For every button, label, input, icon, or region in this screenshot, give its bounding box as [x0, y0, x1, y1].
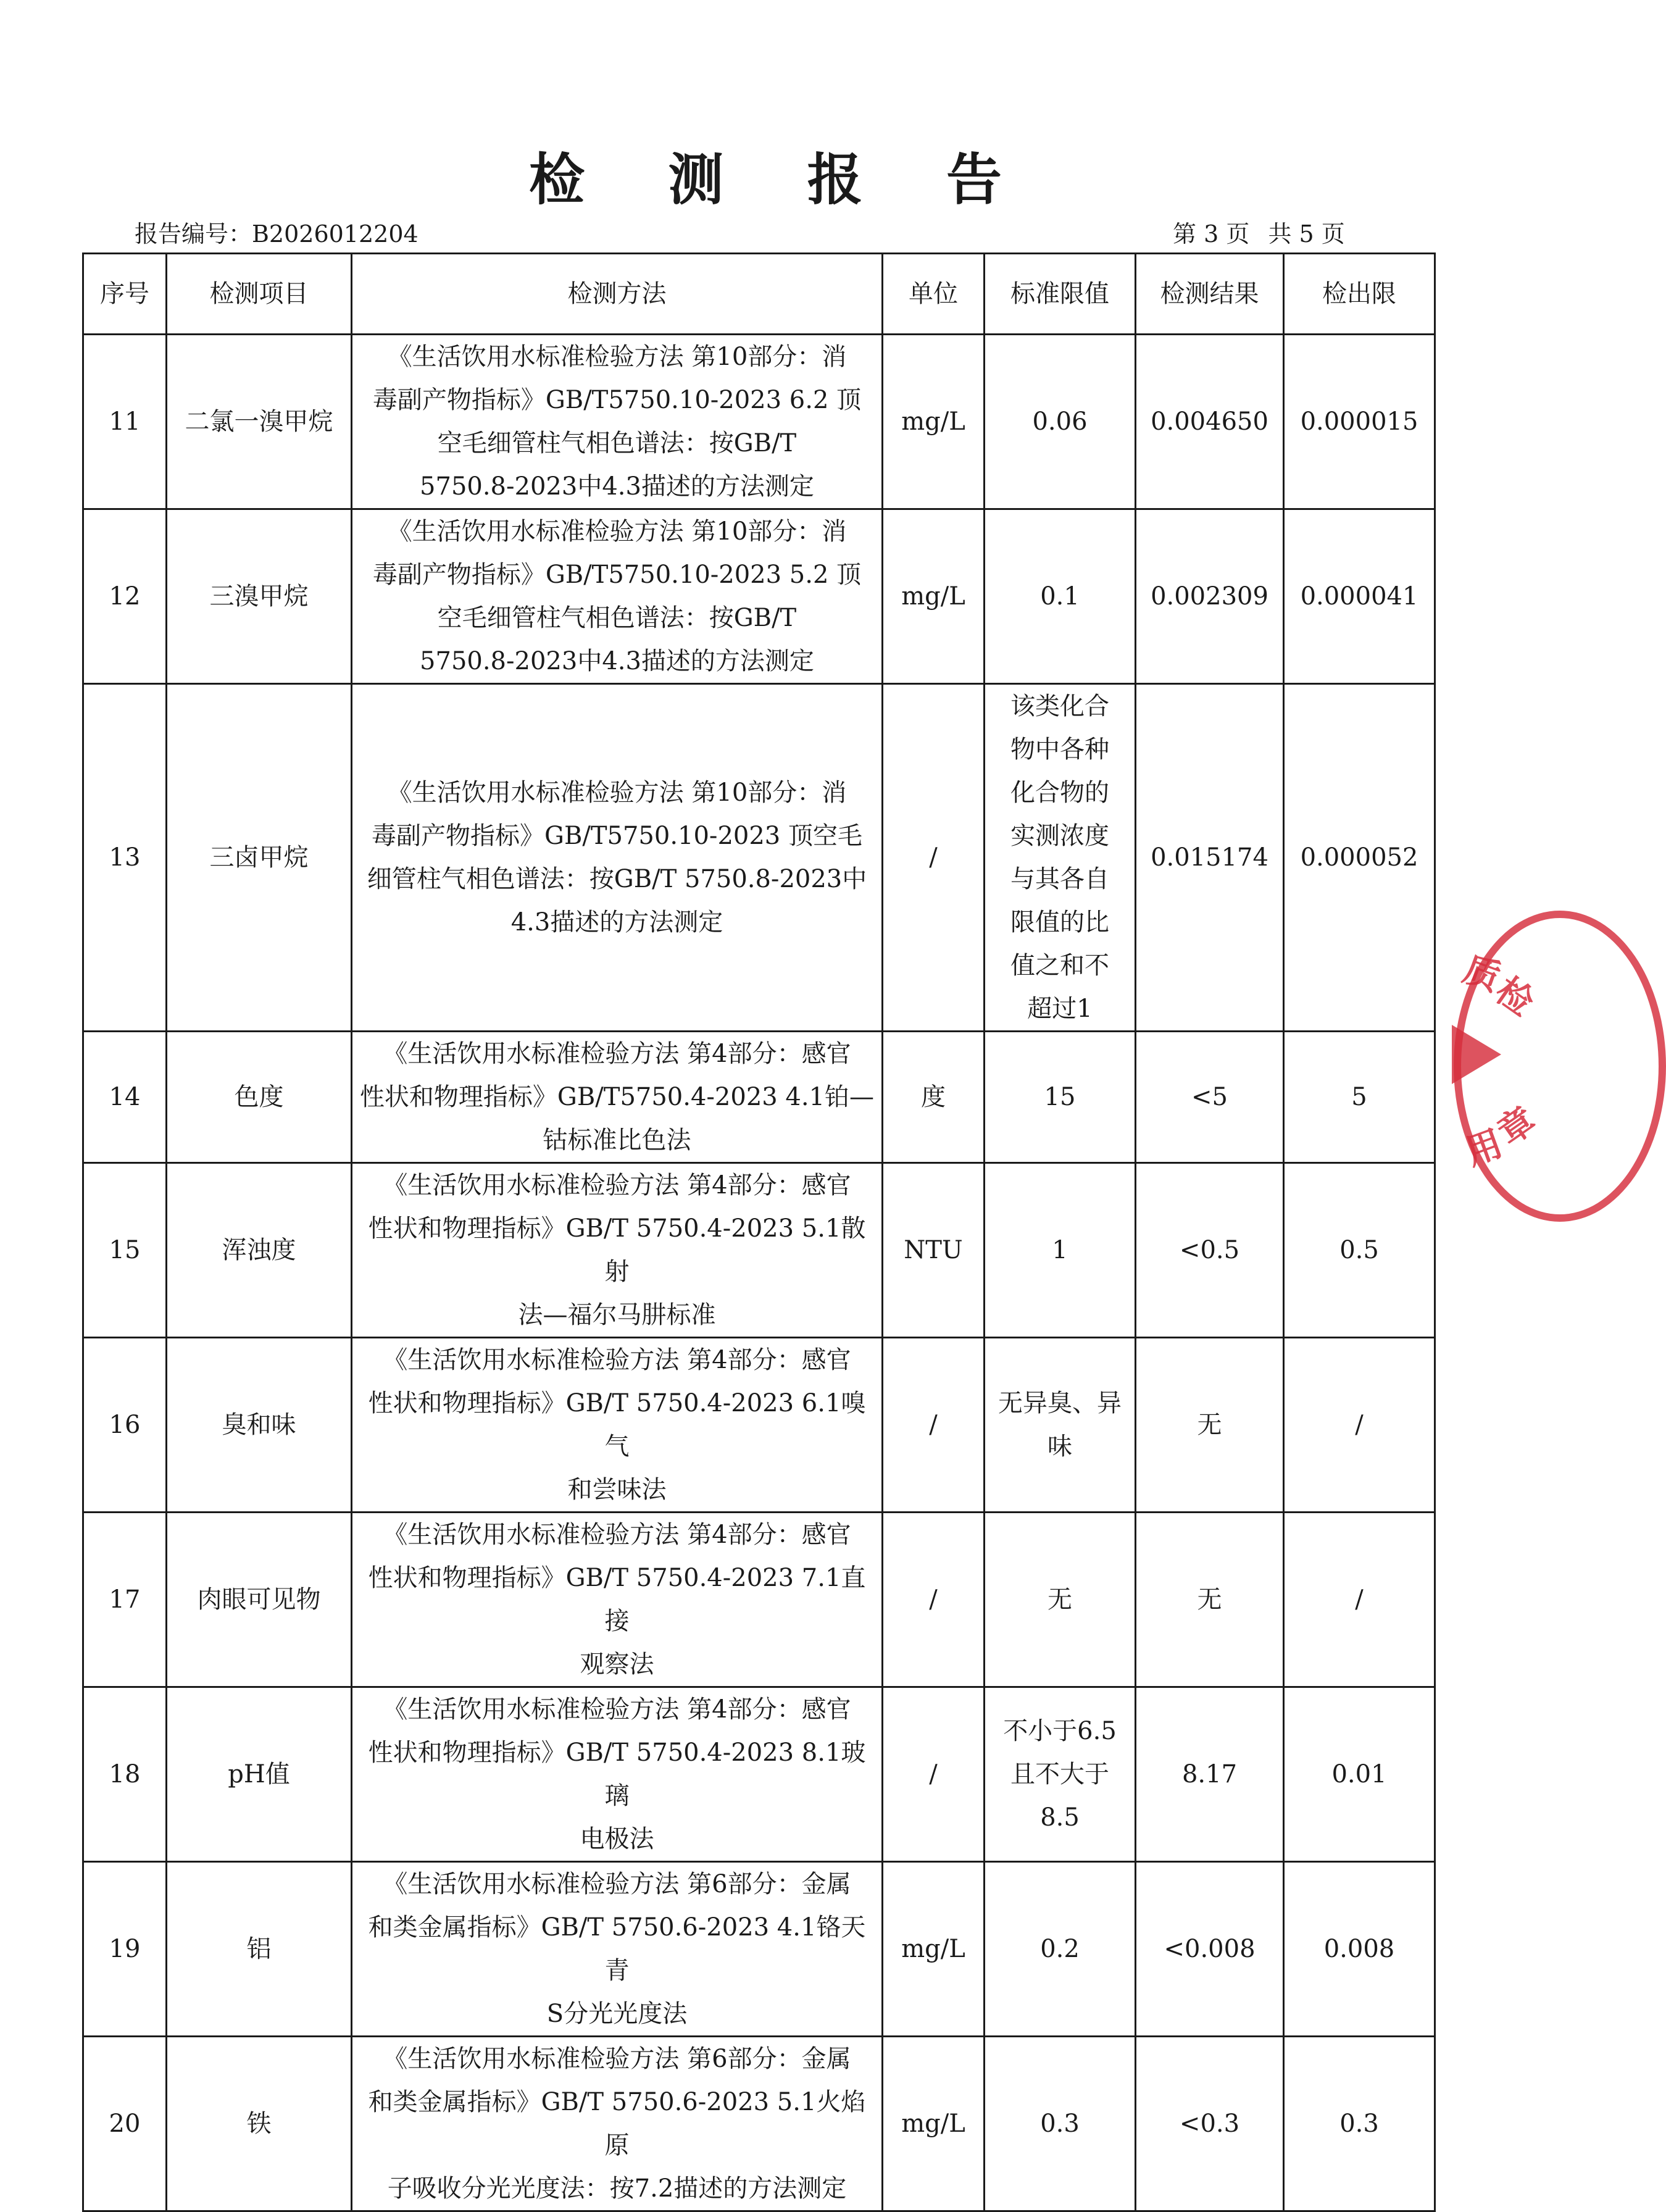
limit-line: 0.1 — [1040, 582, 1080, 611]
method-line: 性状和物理指标》GB/T 5750.4-2023 8.1玻璃 — [368, 1738, 866, 1810]
cell-no: 16 — [83, 1338, 167, 1513]
method-line: 性状和物理指标》GB/T 5750.4-2023 7.1直接 — [368, 1564, 866, 1635]
header-limit: 标准限值 — [985, 254, 1136, 335]
page-indicator — [1173, 215, 1356, 249]
cell-item: 铝 — [167, 1862, 352, 2037]
cell-method — [352, 1032, 883, 1163]
limit-line: 且不大于 — [1010, 1760, 1109, 1788]
limit-line: 8.5 — [1040, 1803, 1080, 1832]
method-line: 性状和物理指标》GB/T5750.4-2023 4.1铂— — [359, 1083, 875, 1111]
limit-line: 味 — [1047, 1432, 1072, 1461]
method-line: 毒副产物指标》GB/T5750.10-2023 6.2 顶 — [372, 386, 862, 414]
cell-no: 18 — [83, 1687, 167, 1862]
cell-limit — [985, 1338, 1136, 1513]
cell-detection-limit: 0.008 — [1284, 1862, 1435, 2037]
method-line: 性状和物理指标》GB/T 5750.4-2023 5.1散射 — [368, 1214, 866, 1286]
method-line: 《生活饮用水标准检验方法 第10部分：消 — [387, 778, 847, 807]
cell-method — [352, 2037, 883, 2211]
report-number: 报告编号：B2026012204 — [135, 220, 419, 248]
method-line: 《生活饮用水标准检验方法 第6部分：金属 — [383, 1870, 851, 1898]
table-row — [83, 1338, 1435, 1513]
table-row — [83, 1687, 1435, 1862]
method-line: 电极法 — [580, 1825, 654, 1853]
stamp-char: 检 — [1488, 969, 1542, 1024]
cell-result: 0.015174 — [1136, 684, 1284, 1032]
method-line: 空毛细管柱气相色谱法：按GB/T — [437, 604, 797, 632]
cell-method — [352, 1862, 883, 2037]
header-no: 序号 — [83, 254, 167, 335]
cell-unit: 度 — [883, 1032, 985, 1163]
method-line: 空毛细管柱气相色谱法：按GB/T — [437, 429, 797, 457]
cell-result: <0.008 — [1136, 1862, 1284, 2037]
limit-line: 物中各种 — [1010, 735, 1109, 764]
method-line: 4.3描述的方法测定 — [510, 908, 723, 937]
method-line: 毒副产物指标》GB/T5750.10-2023 顶空毛 — [372, 822, 862, 850]
limit-line: 实测浓度 — [1010, 822, 1109, 850]
results-table — [82, 253, 1436, 2212]
method-line: 《生活饮用水标准检验方法 第4部分：感官 — [383, 1171, 851, 1200]
cell-unit: / — [883, 1687, 985, 1862]
cell-result: <0.3 — [1136, 2037, 1284, 2211]
method-line: 《生活饮用水标准检验方法 第4部分：感官 — [383, 1346, 851, 1374]
cell-unit: / — [883, 684, 985, 1032]
cell-item: 三卤甲烷 — [167, 684, 352, 1032]
cell-result: <0.5 — [1136, 1163, 1284, 1338]
cell-method — [352, 1687, 883, 1862]
cell-limit — [985, 509, 1136, 684]
cell-result: 无 — [1136, 1513, 1284, 1687]
cell-detection-limit: / — [1284, 1338, 1435, 1513]
cell-result: <5 — [1136, 1032, 1284, 1163]
header-unit: 单位 — [883, 254, 985, 335]
cell-unit: / — [883, 1513, 985, 1687]
method-line: 细管柱气相色谱法：按GB/T 5750.8-2023中 — [367, 865, 867, 893]
table-row — [83, 1163, 1435, 1338]
cell-detection-limit: / — [1284, 1513, 1435, 1687]
cell-item: 铁 — [167, 2037, 352, 2211]
stamp-char: 用 — [1460, 1122, 1508, 1174]
cell-detection-limit: 0.5 — [1284, 1163, 1435, 1338]
limit-line: 无异臭、异 — [998, 1389, 1122, 1417]
limit-line: 超过1 — [1027, 995, 1093, 1023]
cell-method — [352, 1513, 883, 1687]
cell-limit — [985, 1513, 1136, 1687]
cell-detection-limit: 0.000015 — [1284, 335, 1435, 509]
method-line: 性状和物理指标》GB/T 5750.4-2023 6.1嗅气 — [368, 1389, 866, 1461]
cell-no: 15 — [83, 1163, 167, 1338]
cell-no: 11 — [83, 335, 167, 509]
header-method: 检测方法 — [352, 254, 883, 335]
cell-item: 臭和味 — [167, 1338, 352, 1513]
table-row — [83, 1032, 1435, 1163]
cell-detection-limit: 0.3 — [1284, 2037, 1435, 2211]
method-line: 《生活饮用水标准检验方法 第10部分：消 — [387, 343, 847, 371]
table-row — [83, 509, 1435, 684]
limit-line: 0.3 — [1040, 2110, 1080, 2138]
cell-limit — [985, 335, 1136, 509]
method-line: 《生活饮用水标准检验方法 第4部分：感官 — [383, 1695, 851, 1724]
table-row — [83, 1513, 1435, 1687]
limit-line: 与其各自 — [1010, 865, 1109, 893]
limit-line: 值之和不 — [1010, 951, 1109, 980]
method-line: 《生活饮用水标准检验方法 第4部分：感官 — [383, 1040, 851, 1068]
cell-item: 浑浊度 — [167, 1163, 352, 1338]
cell-limit — [985, 1862, 1136, 2037]
cell-detection-limit: 0.000052 — [1284, 684, 1435, 1032]
cell-result: 无 — [1136, 1338, 1284, 1513]
cell-item: 三溴甲烷 — [167, 509, 352, 684]
header-detection-limit: 检出限 — [1284, 254, 1435, 335]
cell-detection-limit: 0.000041 — [1284, 509, 1435, 684]
limit-line: 限值的比 — [1010, 908, 1109, 937]
table-row — [83, 2037, 1435, 2211]
stamp-char: 质 — [1458, 948, 1506, 1000]
method-line: 法—福尔马肼标准 — [518, 1301, 716, 1329]
method-line: 和类金属指标》GB/T 5750.6-2023 4.1铬天青 — [368, 1913, 866, 1985]
header-item: 检测项目 — [167, 254, 352, 335]
method-line: 子吸收分光光度法：按7.2描述的方法测定 — [387, 2174, 847, 2203]
limit-line: 化合物的 — [1010, 778, 1109, 807]
header-result: 检测结果 — [1136, 254, 1284, 335]
method-line: 《生活饮用水标准检验方法 第6部分：金属 — [383, 2045, 851, 2073]
cell-unit: NTU — [883, 1163, 985, 1338]
cell-limit — [985, 1163, 1136, 1338]
method-line: 毒副产物指标》GB/T5750.10-2023 5.2 顶 — [372, 561, 862, 589]
table-row — [83, 684, 1435, 1032]
table-header-row — [83, 254, 1435, 335]
cell-no: 12 — [83, 509, 167, 684]
cell-no: 13 — [83, 684, 167, 1032]
report-title: 检 测 报 告 — [529, 148, 1034, 212]
cell-no: 14 — [83, 1032, 167, 1163]
cell-result: 8.17 — [1136, 1687, 1284, 1862]
method-line: 5750.8-2023中4.3描述的方法测定 — [420, 647, 814, 675]
method-line: 5750.8-2023中4.3描述的方法测定 — [420, 472, 814, 501]
cell-item: 肉眼可见物 — [167, 1513, 352, 1687]
cell-item: 二氯一溴甲烷 — [167, 335, 352, 509]
cell-unit: / — [883, 1338, 985, 1513]
cell-limit — [985, 2037, 1136, 2211]
cell-method — [352, 1163, 883, 1338]
cell-method — [352, 684, 883, 1032]
cell-detection-limit: 5 — [1284, 1032, 1435, 1163]
stamp-star-icon — [1452, 1025, 1501, 1084]
table-row — [83, 335, 1435, 509]
method-line: 观察法 — [580, 1650, 654, 1679]
cell-unit: mg/L — [883, 2037, 985, 2211]
cell-result: 0.002309 — [1136, 509, 1284, 684]
cell-item: pH值 — [167, 1687, 352, 1862]
cell-no: 19 — [83, 1862, 167, 2037]
cell-limit — [985, 1032, 1136, 1163]
method-line: S分光光度法 — [546, 2000, 688, 2028]
cell-method — [352, 509, 883, 684]
cell-unit: mg/L — [883, 1862, 985, 2037]
method-line: 和尝味法 — [567, 1475, 667, 1504]
limit-line: 该类化合 — [1010, 692, 1109, 720]
method-line: 《生活饮用水标准检验方法 第4部分：感官 — [383, 1521, 851, 1549]
limit-line: 1 — [1052, 1236, 1068, 1264]
cell-method — [352, 335, 883, 509]
limit-line: 0.2 — [1040, 1935, 1080, 1963]
stamp-char: 章 — [1489, 1098, 1544, 1154]
limit-line: 15 — [1044, 1083, 1076, 1111]
cell-detection-limit: 0.01 — [1284, 1687, 1435, 1862]
page-total: 共 5 页 — [1268, 220, 1345, 248]
method-line: 《生活饮用水标准检验方法 第10部分：消 — [387, 517, 847, 546]
table-body — [83, 335, 1435, 2211]
cell-no: 17 — [83, 1513, 167, 1687]
cell-no: 20 — [83, 2037, 167, 2211]
page-current: 第 3 页 — [1173, 220, 1250, 248]
limit-line: 不小于6.5 — [1003, 1717, 1117, 1745]
table-row — [83, 1862, 1435, 2037]
method-line: 钴标准比色法 — [543, 1126, 691, 1154]
cell-item: 色度 — [167, 1032, 352, 1163]
cell-unit: mg/L — [883, 509, 985, 684]
method-line: 和类金属指标》GB/T 5750.6-2023 5.1火焰原 — [368, 2088, 866, 2160]
cell-unit: mg/L — [883, 335, 985, 509]
cell-limit — [985, 684, 1136, 1032]
cell-limit — [985, 1687, 1136, 1862]
limit-line: 无 — [1047, 1585, 1072, 1614]
cell-result: 0.004650 — [1136, 335, 1284, 509]
cell-method — [352, 1338, 883, 1513]
limit-line: 0.06 — [1032, 407, 1088, 436]
